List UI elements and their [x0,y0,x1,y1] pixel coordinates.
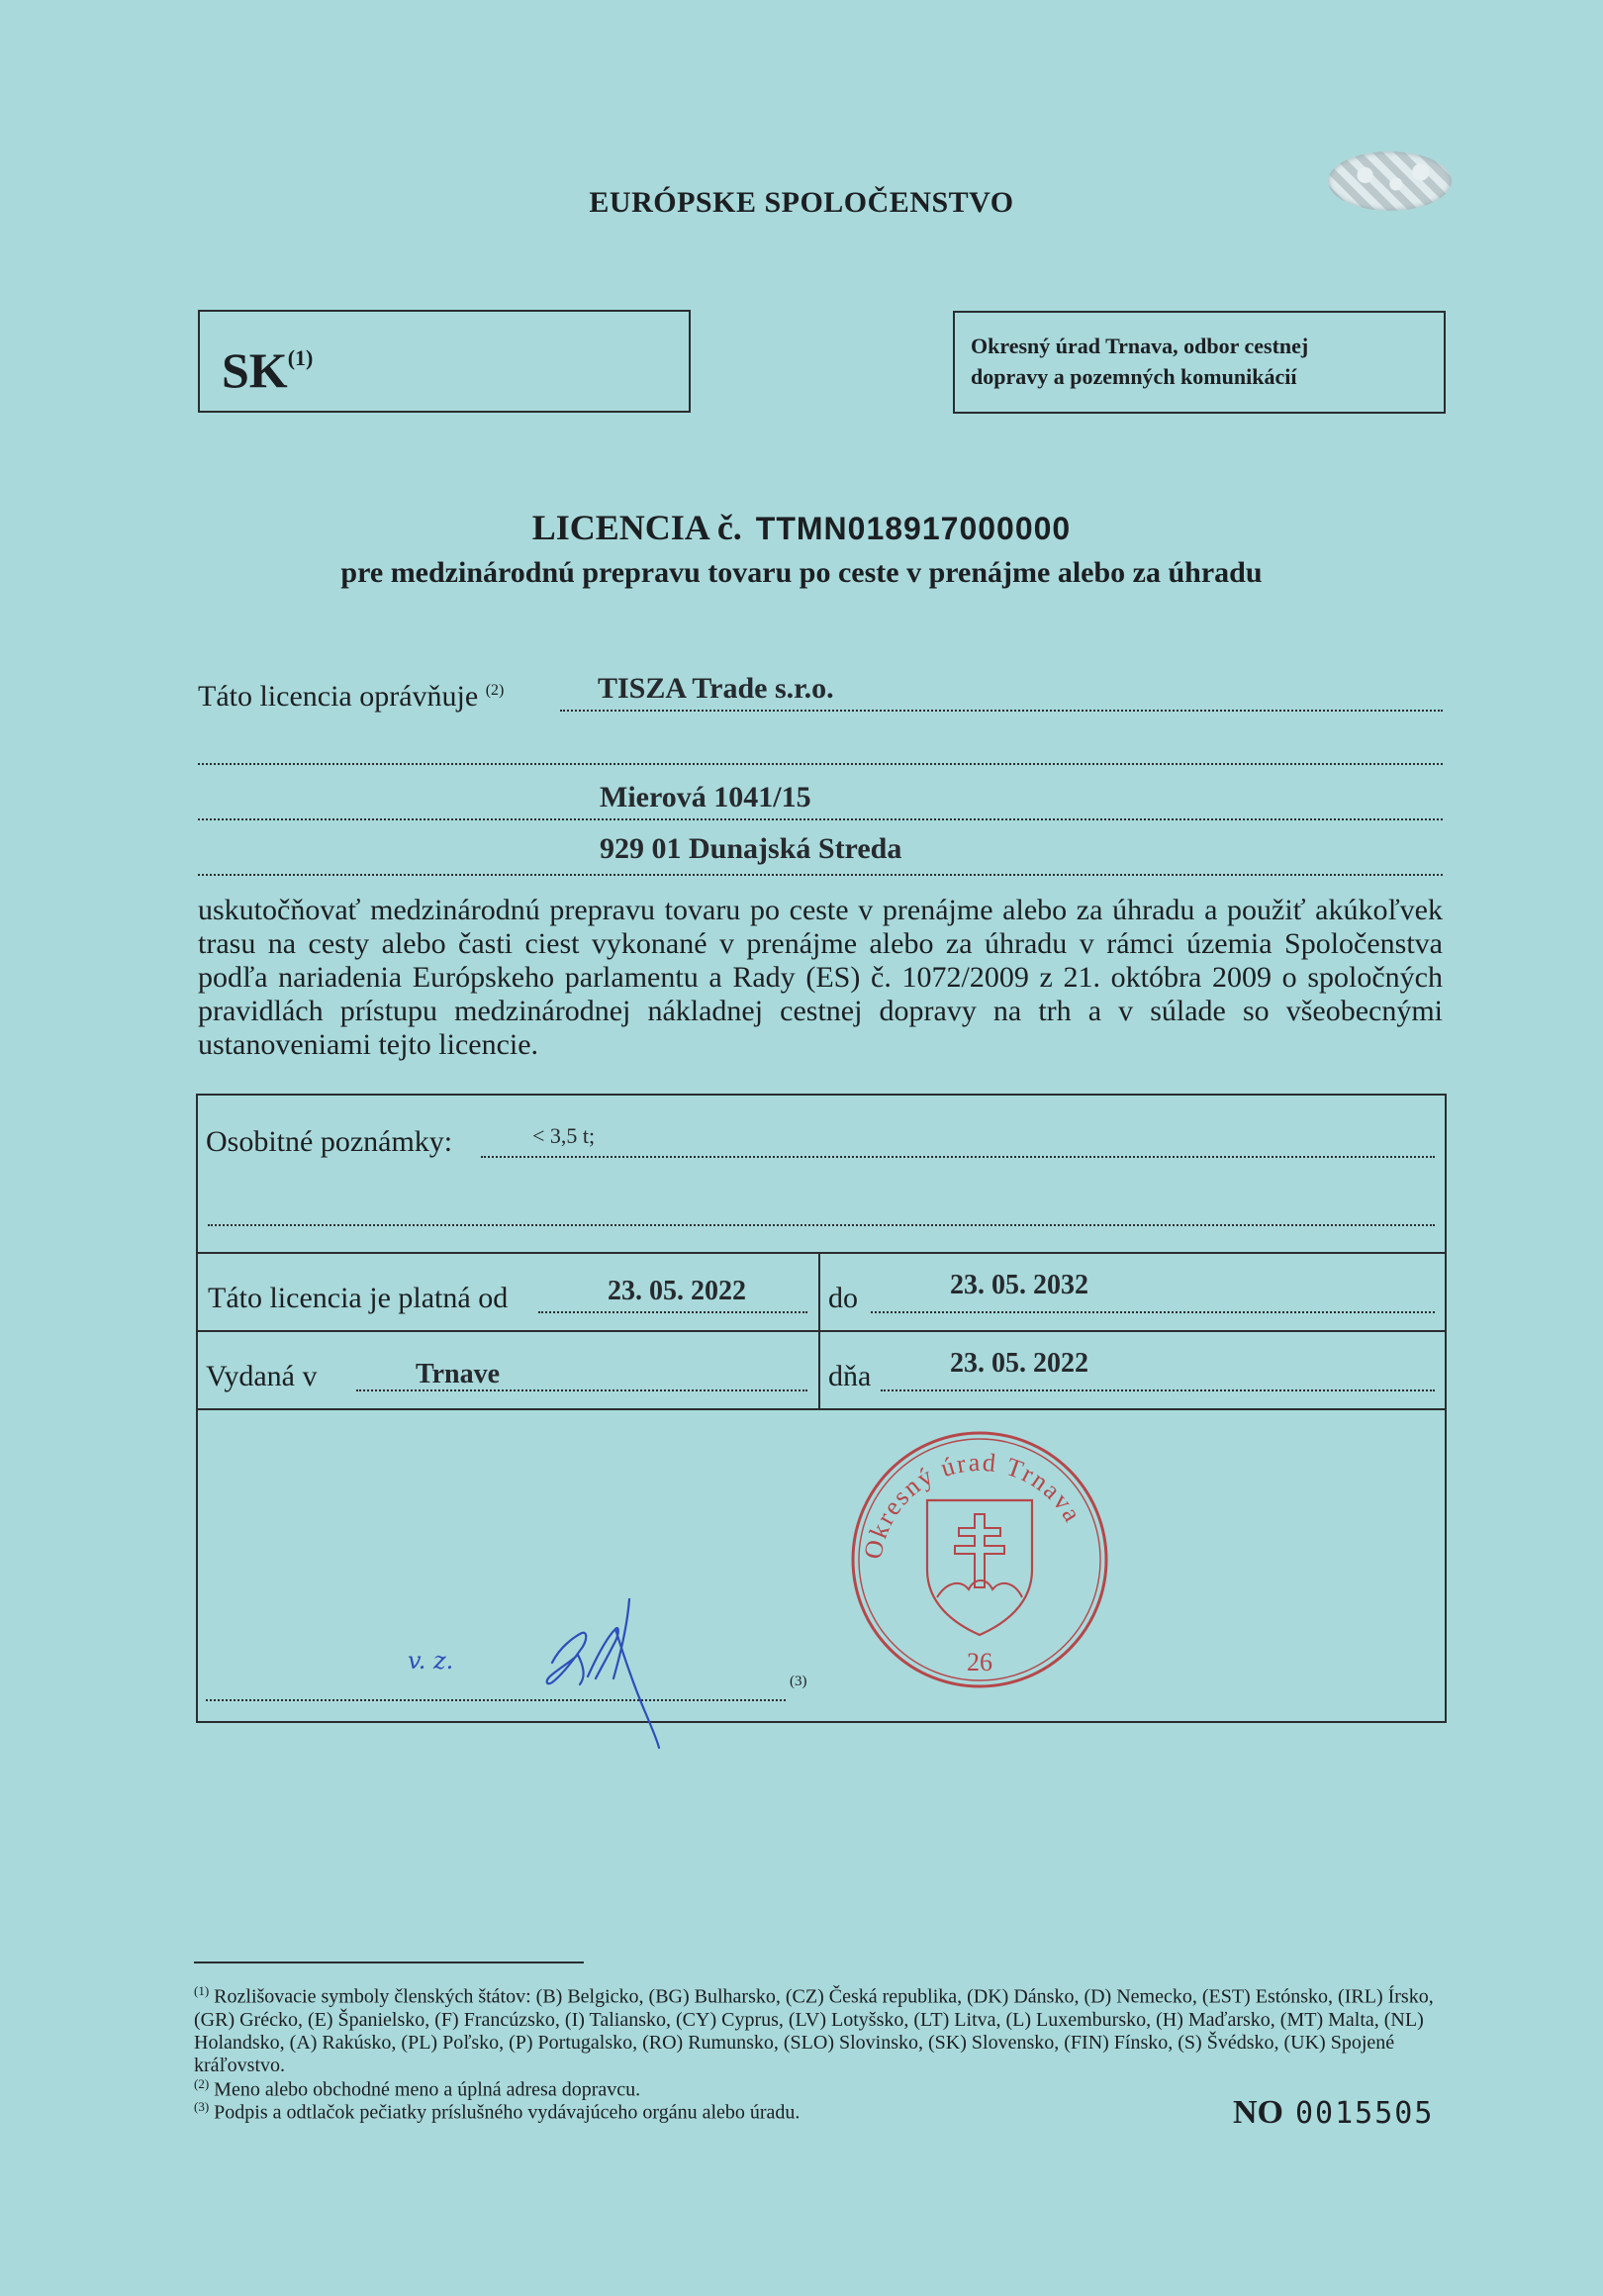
coat-of-arms-icon [836,1411,1123,1698]
holder-street: Mierová 1041/15 [600,781,811,813]
holder-street-line [198,818,1443,820]
license-details-table [196,1094,1447,1723]
holder-name: TISZA Trade s.r.o. [598,672,834,705]
serial-value: 0015505 [1295,2096,1435,2131]
document-header: EURÓPSKE SPOLOČENSTVO [589,186,1014,219]
issued-date: 23. 05. 2022 [950,1348,1088,1379]
valid-to-line [871,1311,1435,1313]
footnote-1: $^{(1)}$ Rozlišovacie symboly členských štátov: (B) Belgicko, (BG) Bulharsko, (CZ) Česká republika, (DK) Dánsko, (D) Nemecko, (EST) Estónsko, (IRL) Írsko, (GR) Grécko, (E) Španielsko, (F) Francúzsko, (I) Taliansko, (CY) Cyprus, (LV) Lotyšsko, (LT) Litva, (L) Luxembursko, (H) Maďarsko, (MT) Malta, (NL) Holandsko, (A) Rakúsko, (PL) Poľsko, (P) Portugalsko, (RO) Rumunsko, (SLO) Slovinsko, (SK) Slovensko, (FIN) Fínsko, (S) Švédsko, (UK) Spojené kráľovstvo. [194,1983,1434,2076]
holder-label: Táto licencia oprávňuje $^{(2)}$ [198,680,505,713]
signature-note-ref: (3) [790,1674,807,1689]
remarks-value: < 3,5 t; [532,1123,596,1148]
country-code: SK$^{(1)}$ [222,342,314,398]
signature-icon [404,1585,701,1764]
license-label: LICENCIA č. [531,508,742,547]
issued-date-label: dňa [828,1360,872,1392]
serial-prefix: NO [1233,2094,1283,2131]
remarks-label: Osobitné poznámky: [206,1125,453,1158]
valid-from-line [538,1311,807,1313]
table-divider [198,1408,1445,1410]
signature-prefix: v. z. [408,1647,454,1674]
holder-city: 929 01 Dunajská Streda [600,832,902,865]
license-title [0,507,1603,548]
valid-from-label: Táto licencia je platná od [208,1282,509,1314]
country-code-box [198,310,691,413]
footnote-divider [194,1961,584,1963]
remarks-blank-line [208,1224,1435,1226]
valid-to-label: do [828,1282,858,1314]
issuing-authority-box [953,311,1446,414]
valid-from: 23. 05. 2022 [608,1276,746,1306]
table-divider [198,1330,1445,1332]
issued-in: Trnave [416,1359,501,1389]
license-body-text: uskutočňovať medzinárodnú prepravu tovaru po ceste v prenájme alebo za úhradu a použiť akúkoľvek trasu na cesty alebo časti ciest vykonané v prenájme alebo za úhradu v rámci územia Spoločenstva podľa nariadenia Európskeho parlamentu a Rady (ES) č. 1072/2009 z 21. októbra 2009 o spoločných pravidlách prístupu medzinárodnej nákladnej cestnej dopravy na trh a v súlade so všeobecnými ustanoveniami tejto licencie. [198,894,1443,1061]
holder-name-line [560,710,1443,712]
issuing-authority: Okresný úrad Trnava, odbor cestnej dopravy a pozemných komunikácií [971,334,1309,389]
holder-city-line [198,874,1443,876]
serial-number [1233,2094,1434,2132]
issued-in-label: Vydaná v [206,1360,318,1392]
table-column-divider [818,1252,820,1410]
table-divider [198,1252,1445,1254]
holder-blank-line [198,763,1443,765]
valid-to: 23. 05. 2032 [950,1270,1088,1300]
stamp-text: Okresný úrad Trnava [858,1447,1088,1562]
license-subtitle: pre medzinárodnú prepravu tovaru po ceste v prenájme alebo za úhradu [340,556,1263,589]
stamp-number: 26 [967,1648,992,1676]
official-stamp [836,1411,1123,1698]
footnote-2: $^{(2)}$ Meno alebo obchodné meno a úplná adresa dopravcu. [194,2076,641,2101]
license-number: TTMN018917000000 [755,511,1072,546]
remarks-line [481,1156,1435,1158]
issued-date-line [881,1389,1435,1391]
footnote-3: $^{(3)}$ Podpis a odtlačok pečiatky príslušného vydávajúceho orgánu alebo úradu. [194,2099,801,2124]
